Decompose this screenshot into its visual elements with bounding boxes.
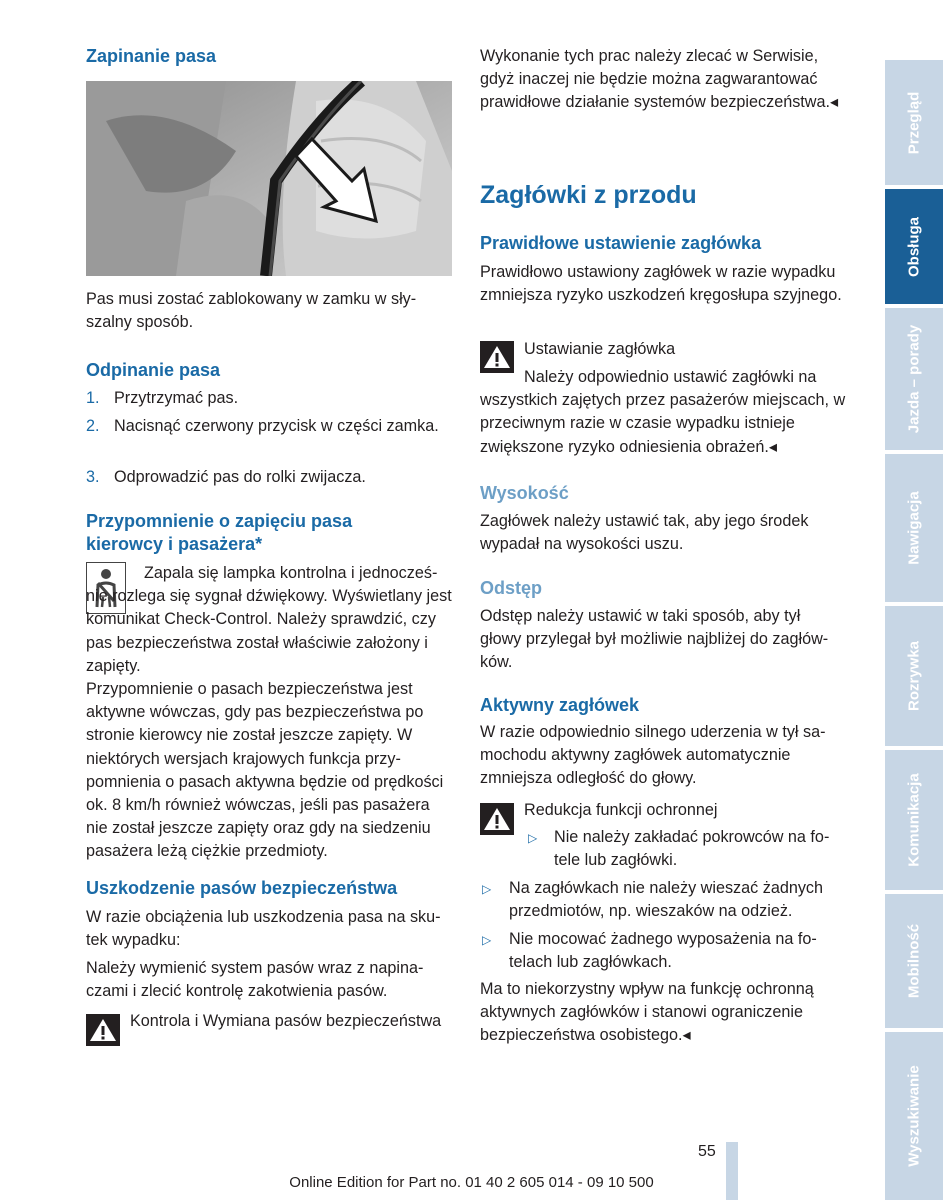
step-number: 3. [86,468,100,486]
correct-position-paragraph: Prawidłowo ustawiony zagłówek w razie wypadku zmniejsza ryzyko uszkodzeń kręgosłupa szyjnego. [480,263,842,305]
step-text: Przytrzymać pas. [114,389,239,407]
height-paragraph: Zagłówek należy ustawić tak, aby jego środek wypadał na wysokości uszu. [480,512,809,554]
step-number: 2. [86,417,100,435]
page-number: 55 [698,1143,716,1160]
tab-driving-tips[interactable] [885,308,943,450]
belt-caption: Pas musi zostać zablokowany w zamku w słyszalny sposób. [86,290,417,332]
seatbelt-photo [86,81,452,276]
list-item [86,415,452,438]
active-headrest-paragraph: W razie odpowiednio silnego uderzenia w tył samochodu aktywny zagłówek automatycznie zmniejsza odległość do głowy. [480,723,826,788]
damage-paragraph-1: W razie obciążenia lub uszkodzenia pasa na skutek wypadku: [86,908,441,950]
footer-text: Online Edition for Part no. 01 40 2 605 014 - 09 10 500 [289,1174,654,1191]
tab-label: Jazda – porady [905,324,923,434]
section-title: Zagłówki z przodu [480,181,697,209]
step-text: Nacisnąć czerwony przycisk w części zamka. [114,417,439,435]
reminder-paragraph: Przypomnienie o pasach bezpieczeństwa jest aktywne wówczas, gdy pas bezpieczeństwa po stronie kierowcy nie został jeszcze zapięty. W niektórych wersjach krajowych funkcja przypomnienia o pasach aktywna będzie od prędkości ok. 8 km/h również wówczas, jeśli pas pasażera nie został jeszcze zapięty oraz gdy na siedzeniu pasażera leżą ciężkie przedmioty. [86,680,444,861]
step-number: 1. [86,389,100,407]
tab-label: Przegląd [905,91,923,154]
tab-label: Komunikacja [905,773,923,867]
heading-active-headrest: Aktywny zagłówek [480,695,640,715]
list-item [86,387,452,410]
warning-headrest-text: Należy odpowiednio ustawić zagłówki na wszystkich zajętych przez pasażerów miejscach, w przeciwnym razie w czasie wypadku istnieje zwiększone ryzyko odniesienia obrażeń.◂ [480,368,846,456]
list-item [86,466,452,489]
continued-paragraph: Wykonanie tych prac należy zlecać w Serwisie, gdyż inaczej nie będzie można zagwarantować prawidłowe działanie systemów bezpieczeństwa.◂ [480,47,839,112]
tab-navigation[interactable] [885,454,943,602]
reminder-text: Zapala się lampka kontrolna i jednocześnie rozlega się sygnał dźwiękowy. Wyświetlany jest komunikat Check-Control. Należy sprawdzić, czy pas bezpieczeństwa został właściwie założony i zapięty. [86,564,452,675]
warning-headrest-title: Ustawianie zagłówka [524,340,676,358]
tab-overview[interactable] [885,60,943,185]
tab-entertainment[interactable] [885,606,943,746]
warning-protection-title: Redukcja funkcji ochronnej [524,801,718,819]
damage-paragraph-2: Należy wymienić system pasów wraz z napinaczami i zlecić kontrolę zakotwienia pasów. [86,959,424,1001]
warning-bullet-1: Nie należy zakładać pokrowców na fotele lub zagłówki. [554,828,830,870]
tab-communication[interactable] [885,750,943,890]
step-text: Odprowadzić pas do rolki zwijacza. [114,468,366,486]
bullet-2: Na zagłówkach nie należy wieszać żadnych przedmiotów, np. wieszaków na odzież. [509,879,824,921]
tab-label: Wyszukiwanie [905,1065,923,1167]
heading-unfasten: Odpinanie pasa [86,360,221,380]
heading-correct-position: Prawidłowe ustawienie zagłówka [480,233,762,253]
bullet-icon: ▷ [482,933,492,947]
bullet-3: Nie mocować żadnego wyposażenia na fotelach lub zagłówkach. [509,930,817,972]
warning-damage-title: Kontrola i Wymiana pasów bezpieczeństwa [130,1012,442,1030]
heading-distance: Odstęp [480,578,543,598]
bullet-icon: ▷ [482,882,492,896]
distance-paragraph: Odstęp należy ustawić w taki sposób, aby tył głowy przylegał był możliwie najbliżej do zagłówków. [480,607,829,672]
warning-icon [480,803,514,835]
tab-mobility[interactable] [885,894,943,1028]
heading-reminder-line2: kierowcy i pasażera* [86,534,263,554]
heading-fasten: Zapinanie pasa [86,46,217,66]
heading-height: Wysokość [480,483,569,503]
tab-label: Nawigacja [905,491,923,565]
tab-label: Obsługa [905,216,923,277]
bullet-icon: ▷ [528,831,538,845]
tab-label: Mobilność [905,923,923,999]
final-paragraph: Ma to niekorzystny wpływ na funkcję ochronną aktywnych zagłówków i stanowi ograniczenie bezpieczeństwa osobistego.◂ [480,980,814,1045]
warning-icon [86,1014,120,1046]
page-number-bar [726,1142,738,1200]
tab-controls[interactable] [885,189,943,304]
tab-label: Rozrywka [905,640,923,712]
heading-reminder-line1: Przypomnienie o zapięciu pasa [86,511,353,531]
chapter-sidebar [885,60,943,1200]
heading-damage: Uszkodzenie pasów bezpieczeństwa [86,878,398,898]
